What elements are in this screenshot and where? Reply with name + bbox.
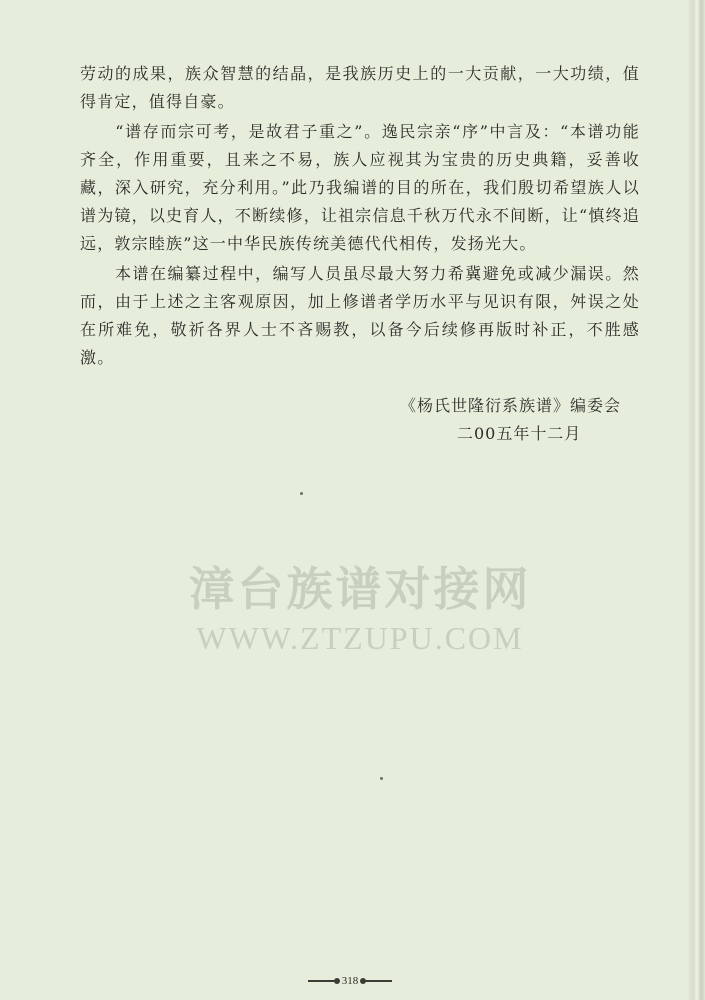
signature-date: 二00五年十二月 xyxy=(457,424,582,443)
paragraph-2: “谱存而宗可考，是故君子重之”。逸民宗亲“序”中言及：“本谱功能齐全，作用重要，且来之不易，族人应视其为宝贵的历史典籍，妥善收藏，深入研究，充分利用。”此乃我编谱的目的所在，我们殷切希望族人以谱为镜，以史育人，不断续修，让祖宗信息千秋万代永不间断，让“慎终追远，敦宗睦族”这一中华民族传统美德代代相传，发扬光大。 xyxy=(80,122,640,253)
watermark xyxy=(160,560,560,658)
scan-speck xyxy=(380,777,383,780)
scan-speck xyxy=(300,492,303,495)
paragraph-3: 本谱在编纂过程中，编写人员虽尽最大努力希冀避免或减少漏误。然而，由于上述之主客观原因，加上修谱者学历水平与见识有限，舛误之处在所难免，敬祈各界人士不吝赐教，以备今后续修再版时补正，不胜感激。 xyxy=(80,264,640,367)
footer-ornament-left-icon xyxy=(308,980,338,982)
page-binding-edge xyxy=(687,0,705,1000)
body-text xyxy=(80,60,640,374)
signature-committee: 《杨氏世隆衍系族谱》编委会 xyxy=(400,396,622,415)
signature-block xyxy=(400,392,660,448)
watermark-chinese: 漳台族谱对接网 xyxy=(188,562,532,616)
footer-ornament-right-icon xyxy=(362,980,392,982)
watermark-url: WWW.ZTZUPU.COM xyxy=(196,620,524,656)
paragraph-1: 劳动的成果，族众智慧的结晶，是我族历史上的一大贡献，一大功绩，值得肯定，值得自豪。 xyxy=(80,64,640,111)
page-footer xyxy=(300,973,400,989)
page-number: 318 xyxy=(341,975,359,987)
